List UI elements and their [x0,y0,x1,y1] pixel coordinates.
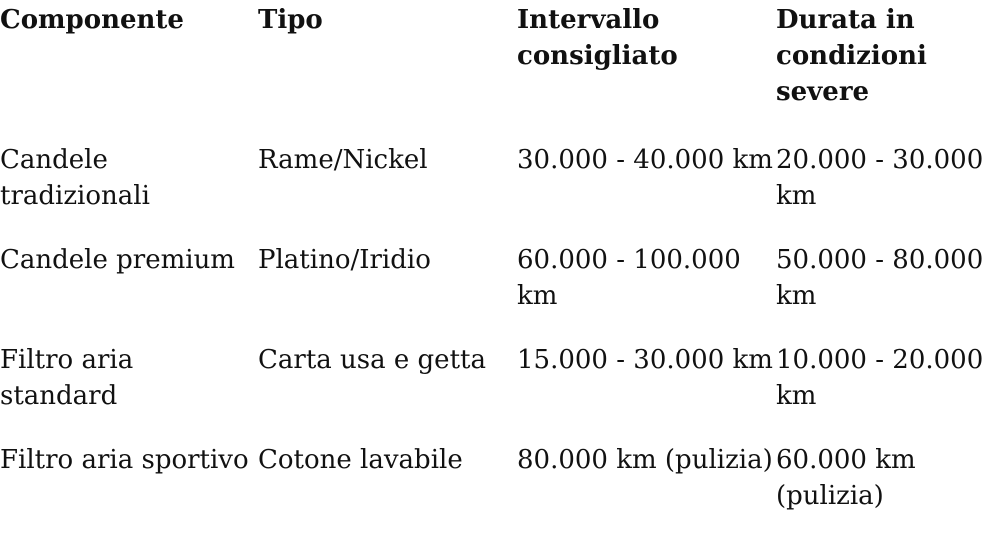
cell-tipo: Carta usa e getta [258,345,486,375]
cell-durata: 20.000 - 30.000 km [776,145,984,211]
cell-intervallo: 60.000 - 100.000 km [517,245,741,311]
table-row [0,242,1006,342]
cell-intervallo: 30.000 - 40.000 km [517,145,773,175]
header-intervallo: Intervallo consigliato [517,5,678,71]
cell-durata: 10.000 - 20.000 km [776,345,984,411]
table-row [0,442,1006,542]
cell-intervallo: 15.000 - 30.000 km [517,345,773,375]
header-durata: Durata in condizioni severe [776,5,927,107]
cell-componente: Filtro aria standard [0,345,134,411]
cell-tipo: Rame/Nickel [258,145,428,175]
maintenance-table [0,2,1006,542]
cell-componente: Filtro aria sportivo [0,445,249,475]
cell-tipo: Platino/Iridio [258,245,431,275]
table-row [0,342,1006,442]
header-tipo: Tipo [258,5,323,35]
header-row [0,2,1006,142]
cell-tipo: Cotone lavabile [258,445,463,475]
cell-durata: 60.000 km (pulizia) [776,445,916,511]
cell-componente: Candele premium [0,245,235,275]
header-componente: Componente [0,5,184,35]
cell-intervallo: 80.000 km (pulizia) [517,445,773,475]
table-row [0,142,1006,242]
cell-durata: 50.000 - 80.000 km [776,245,984,311]
cell-componente: Candele tradizionali [0,145,150,211]
